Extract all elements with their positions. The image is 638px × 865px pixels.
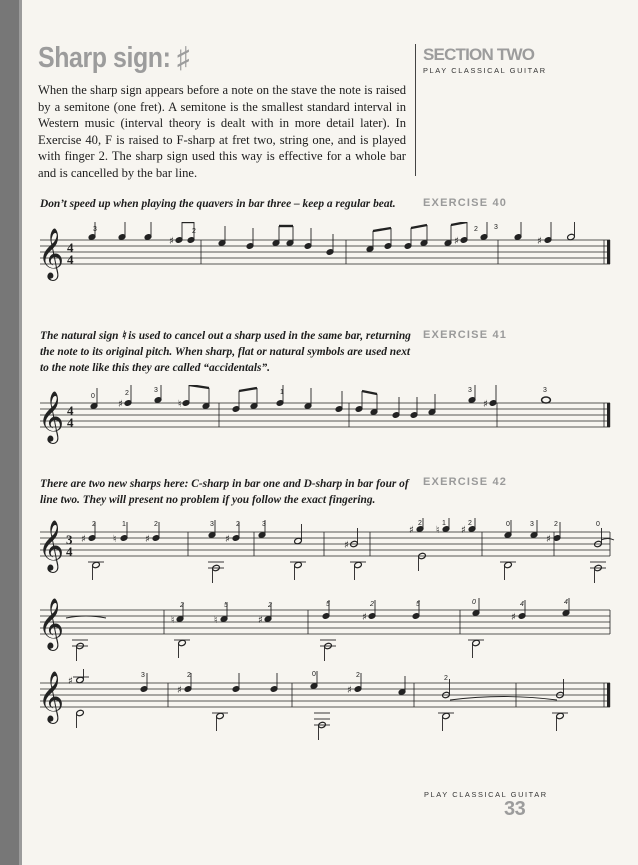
- fingering-number: 2: [444, 675, 448, 682]
- fingering-number: 2: [187, 672, 191, 679]
- fingering-number: 0: [91, 393, 95, 400]
- fingering-number: 1: [442, 520, 446, 527]
- svg-text:♯: ♯: [225, 534, 230, 545]
- svg-text:♯: ♯: [362, 612, 367, 623]
- fingering-number: 4: [564, 599, 568, 606]
- section-subtitle: PLAY CLASSICAL GUITAR: [423, 66, 547, 75]
- svg-text:♯: ♯: [483, 399, 488, 410]
- time-signature-top: 3: [66, 532, 73, 547]
- fingering-number: 3: [530, 521, 534, 528]
- treble-clef-icon: 𝄞: [38, 671, 65, 722]
- exercise-42-label: EXERCISE 42: [423, 476, 508, 488]
- svg-text:♯: ♯: [258, 615, 263, 626]
- footer-book-title: PLAY CLASSICAL GUITAR: [424, 790, 548, 799]
- svg-text:♯: ♯: [169, 236, 174, 247]
- treble-clef-icon: 𝄞: [38, 391, 65, 442]
- fingering-number: 3: [543, 387, 547, 394]
- svg-text:♮: ♮: [436, 525, 440, 536]
- time-signature-top: 4: [67, 403, 74, 418]
- exercise-42-instruction: There are two new sharps here: C-sharp in bar one and D-sharp in bar four of line two. They will present no problem if you follow the exact fingering.: [40, 478, 409, 506]
- intro-paragraph: When the sharp sign appears before a note on the stave the note is raised by a semitone (one fret). A semitone is the smallest standard interval in Western music (interval theory is dealt with in more detail later). In Exercise 40, F is raised to F-sharp at fret two, string one, and is played with finger 2. The sharp sign used this way is effective for a whole bar and is cancelled by the bar line.: [38, 83, 406, 180]
- fingering-number: 0: [472, 599, 476, 606]
- time-signature-bottom: 4: [67, 415, 74, 430]
- fingering-number: 2: [192, 228, 196, 235]
- svg-text:♮: ♮: [178, 399, 182, 410]
- svg-text:♯: ♯: [81, 534, 86, 545]
- fingering-number: 2: [356, 672, 360, 679]
- treble-clef-icon: 𝄞: [38, 520, 65, 571]
- svg-text:♯: ♯: [454, 236, 459, 247]
- fingering-number: 2: [268, 602, 272, 609]
- svg-text:♮: ♮: [214, 615, 218, 626]
- svg-text:♯: ♯: [537, 236, 542, 247]
- fingering-number: 0: [506, 521, 510, 528]
- fingering-number: 3: [93, 226, 97, 233]
- fingering-number: 1: [280, 389, 284, 396]
- exercise-42-staff-line-2: [36, 596, 616, 670]
- exercise-40-instruction: Don’t speed up when playing the quavers in bar three – keep a regular beat.: [40, 198, 396, 210]
- svg-text:♯: ♯: [118, 399, 123, 410]
- fingering-number: 3: [141, 672, 145, 679]
- fingering-number: 5: [326, 601, 330, 608]
- time-signature-bottom: 4: [66, 544, 73, 559]
- exercise-41-label: EXERCISE 41: [423, 329, 508, 341]
- binding-strip: [0, 0, 22, 865]
- fingering-number: 0: [312, 671, 316, 678]
- svg-text:♯: ♯: [68, 676, 73, 687]
- time-signature-top: 4: [67, 240, 74, 255]
- exercise-40-staff: [36, 222, 616, 282]
- svg-text:♯: ♯: [409, 525, 414, 536]
- fingering-number: 2: [554, 521, 558, 528]
- section-title: SECTION TWO: [423, 45, 535, 64]
- page-title: Sharp sign: ♯: [38, 42, 189, 74]
- fingering-number: 3: [210, 521, 214, 528]
- exercise-40-label: EXERCISE 40: [423, 197, 508, 209]
- fingering-number: 2: [180, 602, 184, 609]
- fingering-number: 2: [418, 520, 422, 527]
- exercise-41-staff: [36, 385, 616, 445]
- exercise-41-instruction: The natural sign ♮ is used to cancel out a sharp used in the same bar, returning the note to its original pitch. When sharp, flat or natural symbols are used next to the note like this they are called “accidentals”.: [40, 330, 411, 374]
- fingering-number: 3: [468, 387, 472, 394]
- svg-text:♯: ♯: [145, 534, 150, 545]
- treble-clef-icon: 𝄞: [38, 228, 65, 279]
- svg-text:♯: ♯: [511, 612, 516, 623]
- time-signature-bottom: 4: [67, 252, 74, 267]
- fingering-number: 3: [154, 387, 158, 394]
- fingering-number: 4: [520, 601, 524, 608]
- fingering-number: 2: [474, 226, 478, 233]
- svg-text:♯: ♯: [461, 525, 466, 536]
- fingering-number: 2: [370, 601, 374, 608]
- svg-text:♯: ♯: [347, 685, 352, 696]
- fingering-number: 2: [125, 390, 129, 397]
- fingering-number: 5: [416, 601, 420, 608]
- fingering-number: 0: [596, 521, 600, 528]
- svg-text:♯: ♯: [177, 685, 182, 696]
- fingering-number: 2: [468, 520, 472, 527]
- svg-text:♯: ♯: [344, 540, 349, 551]
- fingering-number: 5: [224, 602, 228, 609]
- svg-text:♯: ♯: [546, 534, 551, 545]
- treble-clef-icon: 𝄞: [38, 598, 65, 649]
- fingering-number: 2: [236, 521, 240, 528]
- exercise-42-staff-line-1: [36, 518, 616, 594]
- page-number: 33: [504, 798, 526, 820]
- fingering-number: 1: [122, 521, 126, 528]
- fingering-number: 3: [494, 224, 498, 231]
- svg-text:♮: ♮: [113, 534, 117, 545]
- section-divider: [415, 44, 416, 176]
- svg-text:♮: ♮: [171, 615, 175, 626]
- exercise-42-staff-line-3: [36, 669, 616, 753]
- fingering-number: 2: [154, 521, 158, 528]
- fingering-number: 2: [92, 521, 96, 528]
- fingering-number: 3: [262, 521, 266, 528]
